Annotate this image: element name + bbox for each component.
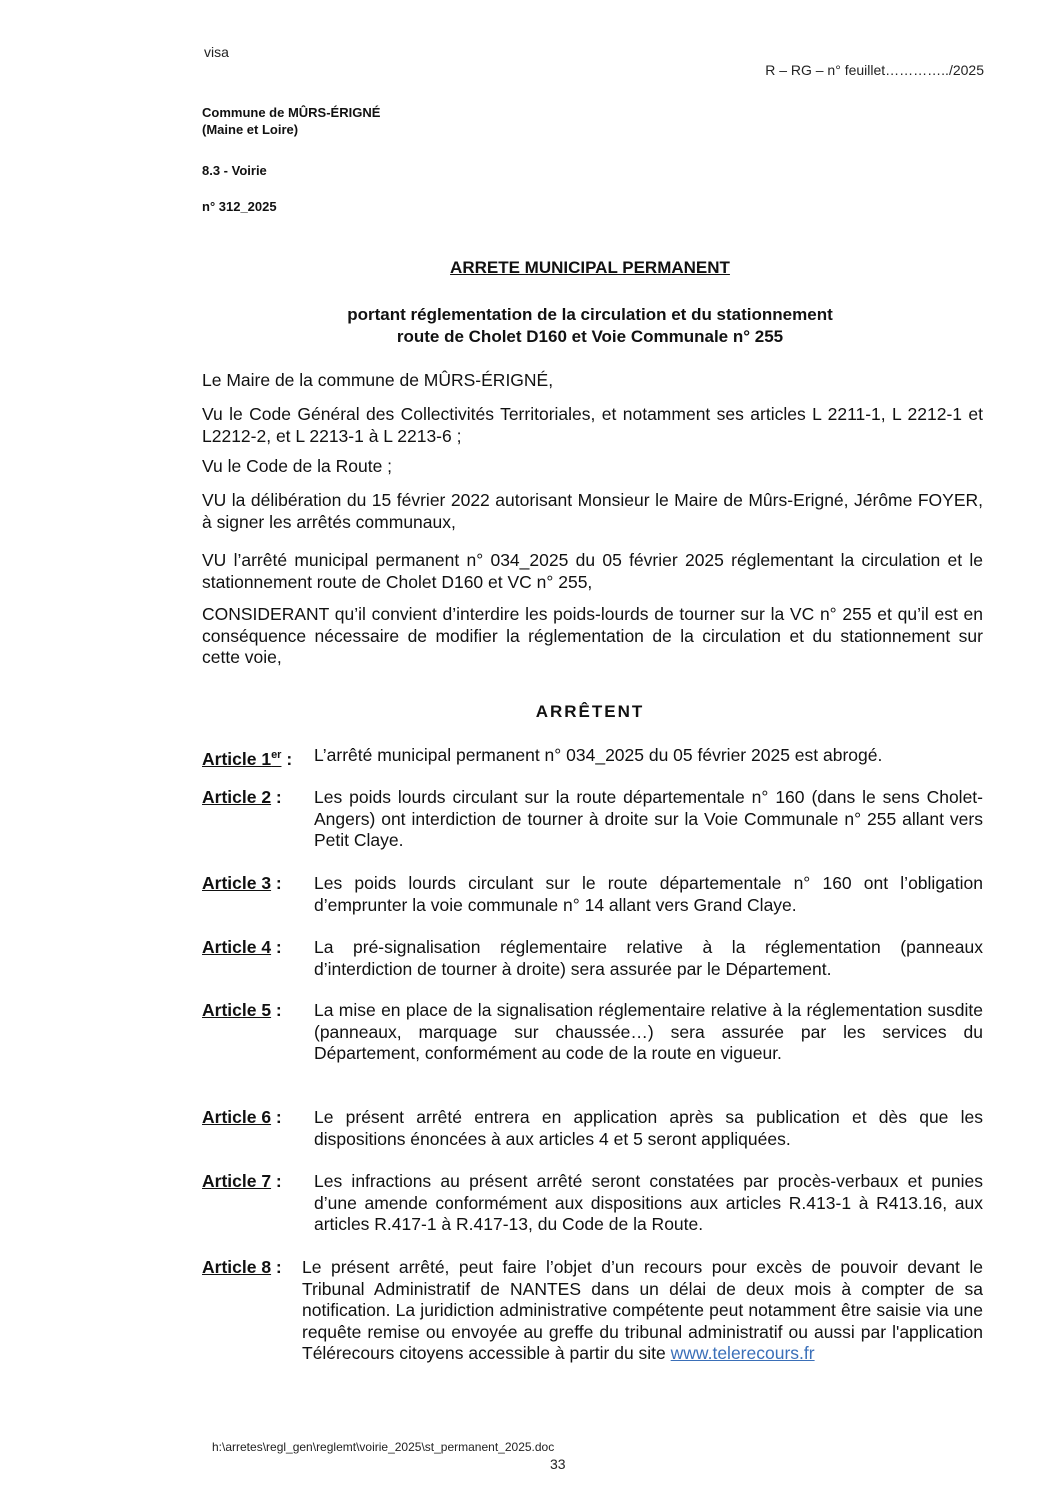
article-text: Les poids lourds circulant sur le route départementale n° 160 ont l’obligation d’emprunter la voie communale n° 14 allant vers Grand Claye. xyxy=(314,873,983,915)
article-text: La pré-signalisation réglementaire relative à la réglementation (panneaux d’interdiction de tourner à droite) sera assurée par le Département. xyxy=(314,937,983,979)
article-text: Les infractions au présent arrêté seront constatées par procès-verbaux et punies d’une amende conformément aux dispositions aux articles R.413-1 à R413.16, aux articles R.417-1 à R.417-13, du Code de la Route. xyxy=(314,1171,983,1234)
preamble-arrete-034: VU l’arrêté municipal permanent n° 034_2025 du 05 février 2025 réglementant la circulation et le stationnement route de Cholet D160 et VC n° 255, xyxy=(202,550,983,592)
article-label: Article 5 : xyxy=(202,1000,282,1020)
article-label: Article 3 : xyxy=(202,873,282,893)
footer-file-path: h:\arretes\regl_gen\reglemt\voirie_2025\st_permanent_2025.doc xyxy=(212,1440,555,1454)
article-text: Le présent arrêté, peut faire l’objet d’un recours pour excès de pouvoir devant le Tribunal Administratif de NANTES dans un délai de deux mois à compter de sa notification. La juridiction administrative compétente peut notamment être saisie via une requête remise ou envoyée au greffe du tribunal administratif ou aussi par l'application Télérecours citoyens accessible à partir du site www.telerecours.fr xyxy=(302,1257,983,1363)
decision-heading: ARRÊTENT xyxy=(535,702,645,721)
article-text: Les poids lourds circulant sur la route départementale n° 160 (dans le sens Cholet-Angers) ont interdiction de tourner à droite sur la Voie Communale n° 255 allant vers Petit Claye. xyxy=(314,787,983,850)
article-label: Article 8 : xyxy=(202,1257,282,1277)
departement-name: (Maine et Loire) xyxy=(202,122,299,137)
article-6 xyxy=(202,1107,983,1150)
article-3 xyxy=(202,873,983,916)
preamble-considerant: CONSIDERANT qu’il convient d’interdire les poids-lourds de tourner sur la VC n° 255 et qu’il est en conséquence nécessaire de modifier la réglementation de la circulation et du stationnement sur cette voie, xyxy=(202,604,983,667)
arrete-number: n° 312_2025 xyxy=(202,199,277,214)
article-label: Article 2 : xyxy=(202,787,282,807)
telerecours-link[interactable]: www.telerecours.fr xyxy=(670,1343,815,1363)
subtitle-line-1: portant réglementation de la circulation et du stationnement xyxy=(347,305,833,324)
preamble-maire: Le Maire de la commune de MÛRS-ÉRIGNÉ, xyxy=(202,370,554,390)
subtitle-line-2: route de Cholet D160 et Voie Communale n° 255 xyxy=(396,327,784,346)
article-text: La mise en place de la signalisation réglementaire relative à la réglementation susdite (panneaux, marquage sur chaussée…) sera assurée par les services du Département, conformément au code de la route en vigueur. xyxy=(314,1000,983,1063)
article-label: Article 1er : xyxy=(202,748,293,769)
article-label: Article 6 : xyxy=(202,1107,282,1127)
commune-name: Commune de MÛRS-ÉRIGNÉ xyxy=(202,105,381,120)
preamble-code-route: Vu le Code de la Route ; xyxy=(202,456,393,476)
document-subtitle xyxy=(0,304,1058,348)
feuillet-reference: R – RG – n° feuillet…………../2025 xyxy=(765,62,984,78)
category-label: 8.3 - Voirie xyxy=(202,163,267,178)
article-text: Le présent arrêté entrera en application après sa publication et dès que les dispositions énoncées à aux articles 4 et 5 seront appliquées. xyxy=(314,1107,983,1149)
article-4 xyxy=(202,937,983,980)
article-text: L’arrêté municipal permanent n° 034_2025 du 05 février 2025 est abrogé. xyxy=(314,745,883,765)
article-7 xyxy=(202,1171,983,1236)
document-title: ARRETE MUNICIPAL PERMANENT xyxy=(450,258,730,277)
preamble-deliberation: VU la délibération du 15 février 2022 autorisant Monsieur le Maire de Mûrs-Erigné, Jérôme FOYER, à signer les arrêtés communaux, xyxy=(202,490,983,532)
article-8 xyxy=(202,1257,983,1365)
visa-label: visa xyxy=(204,44,229,60)
preamble-cgct: Vu le Code Général des Collectivités Territoriales, et notamment ses articles L 2211-1, L 2212-1 et L2212-2, et L 2213-1 à L 2213-6 ; xyxy=(202,404,983,446)
article-label: Article 7 : xyxy=(202,1171,282,1191)
article-2 xyxy=(202,787,983,852)
article-1 xyxy=(202,745,983,770)
article-5 xyxy=(202,1000,983,1065)
article-label: Article 4 : xyxy=(202,937,282,957)
page-number: 33 xyxy=(550,1456,566,1472)
